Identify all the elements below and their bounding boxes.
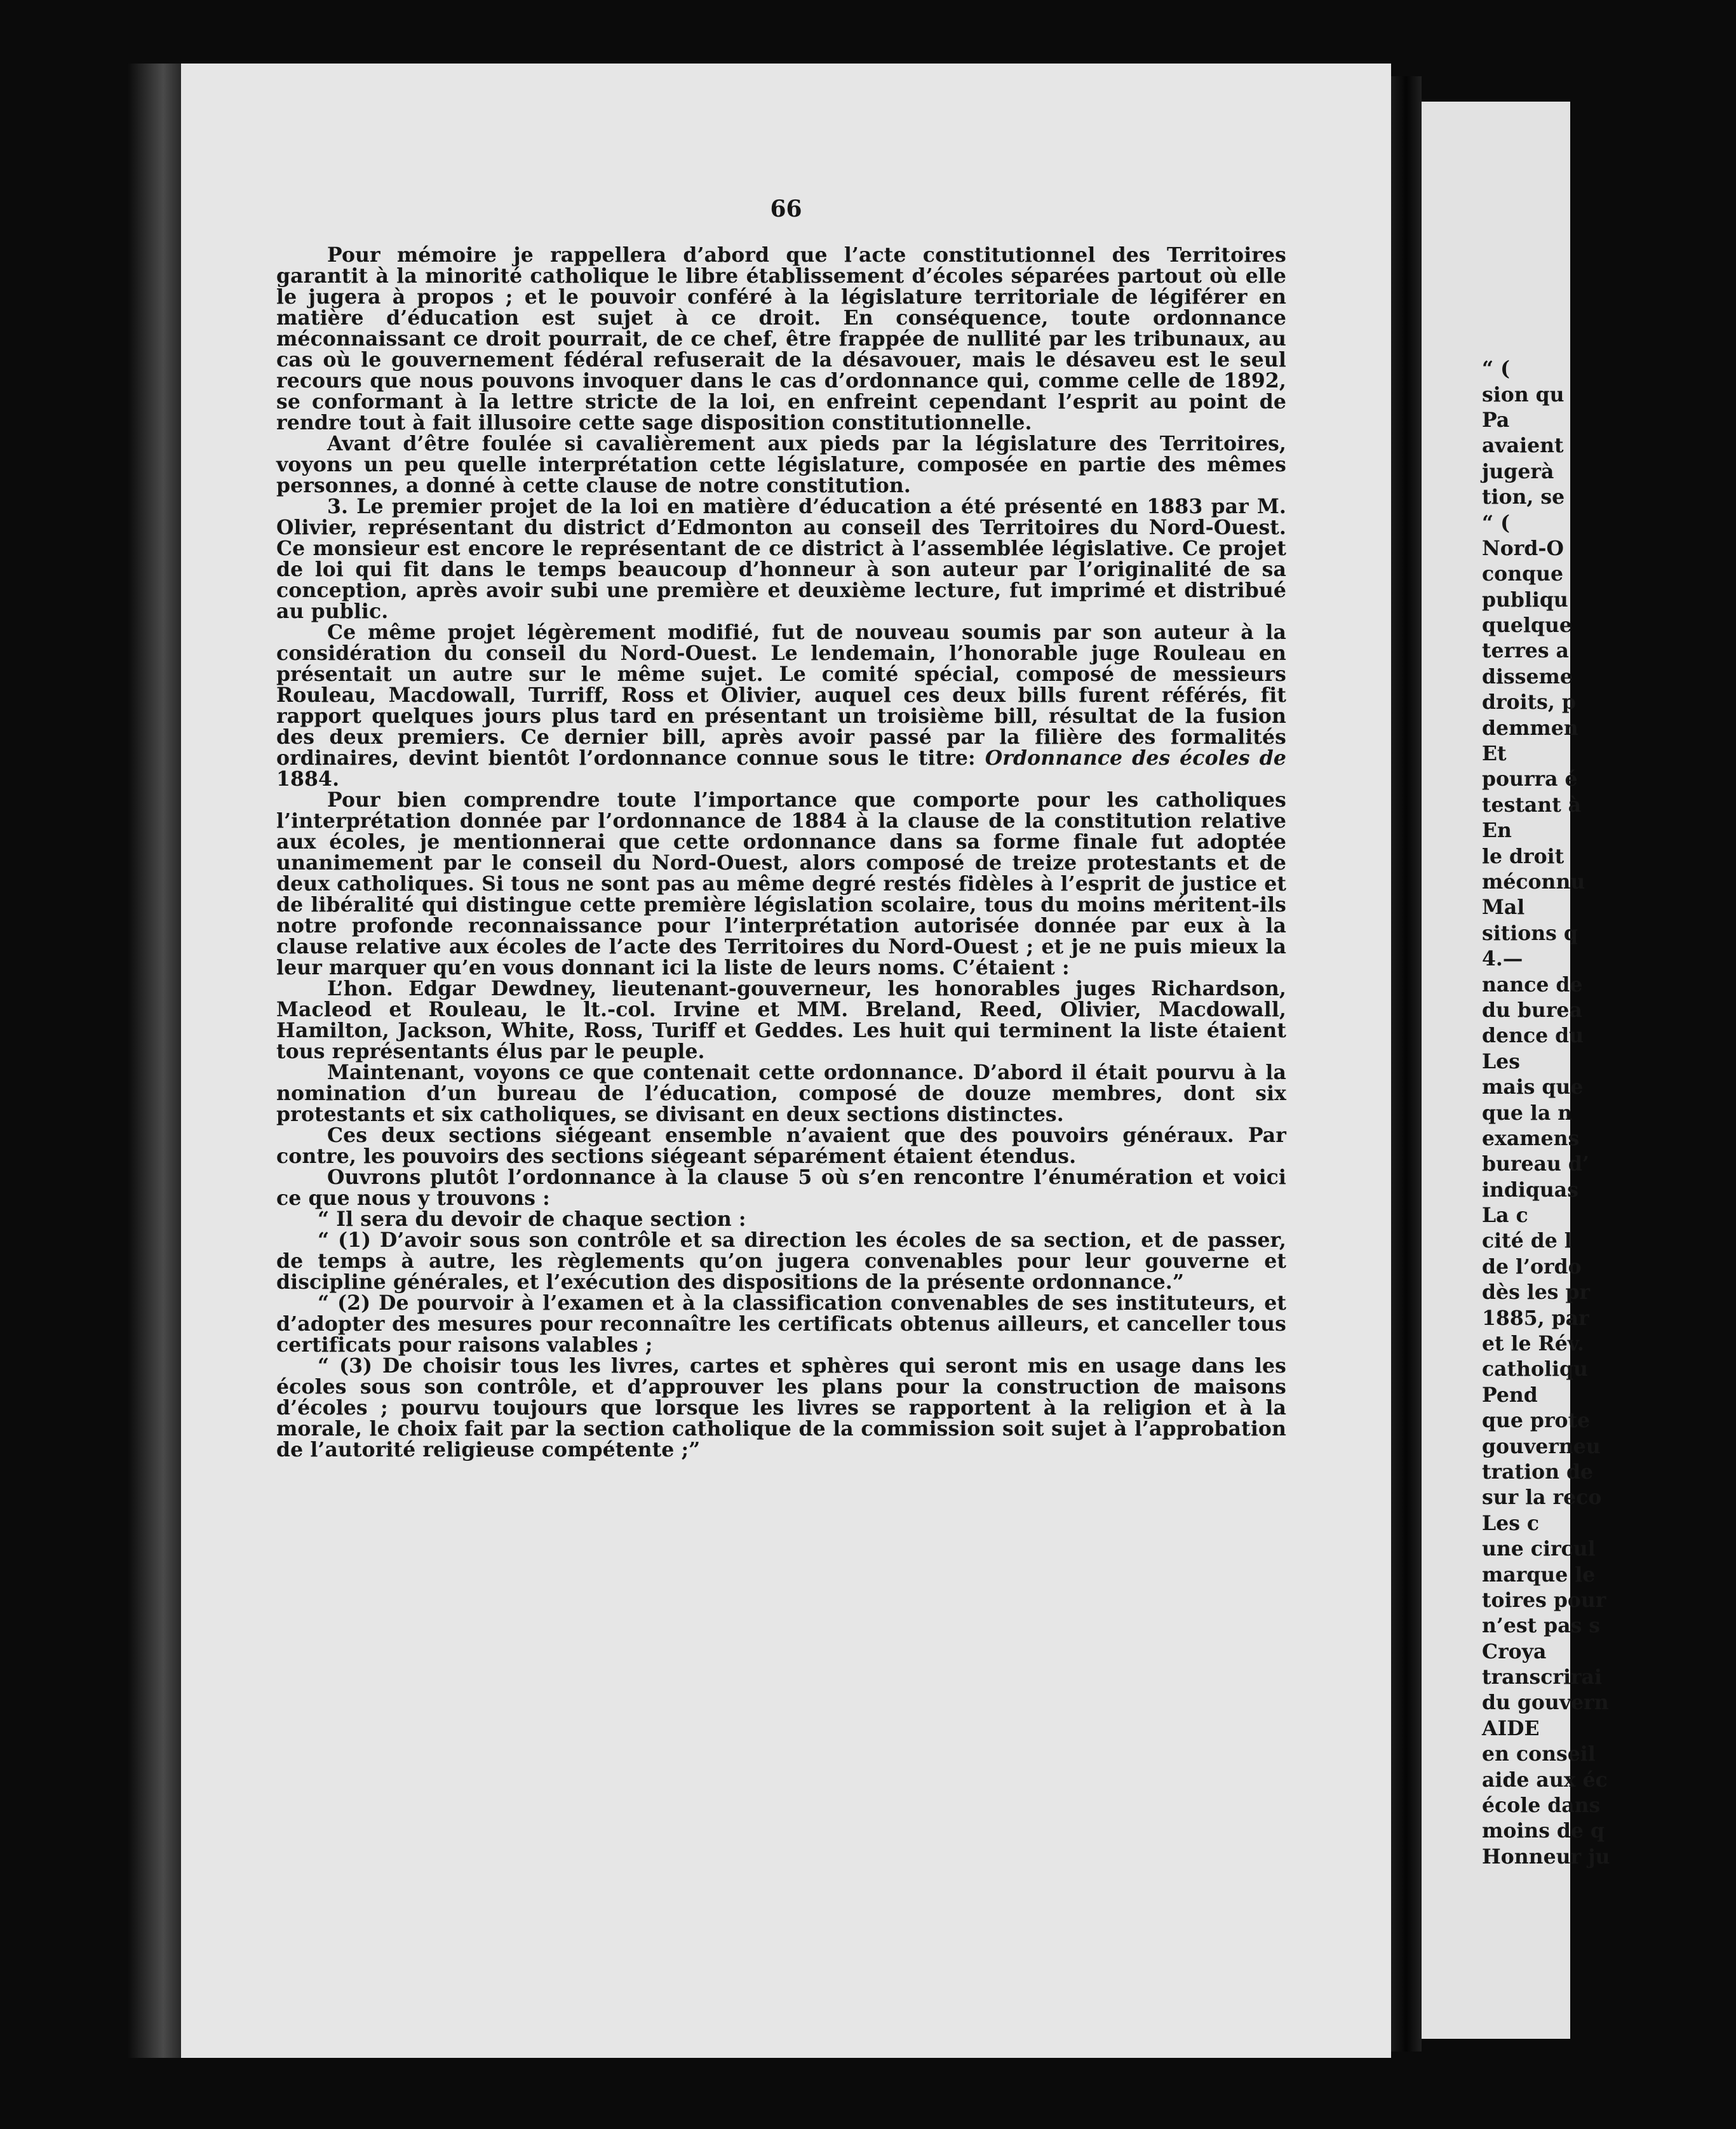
adjacent-line: demmen — [1482, 716, 1578, 740]
adjacent-line: Mal — [1482, 896, 1525, 920]
paragraph-text: Avant d’être foulée si cavalièrement aux pieds par la législature des Territoires, voyons un peu quelle interprétation cette législature, composée en partie des mêmes personnes, a donné à cette clause de notre constitution. — [276, 432, 1286, 497]
adjacent-line: cité de l — [1482, 1229, 1572, 1253]
paragraph-text: Ouvrons plutôt l’ordonnance à la clause 5 où s’en rencontre l’énumération et voici ce que nous y trouvons : — [276, 1165, 1286, 1210]
paragraph-text: “ (1) D’avoir sous son contrôle et sa direction les écoles de sa section, et de passer, de temps à autre, les règlements qu’on jugera convenables pour leur gouverne et discipline générales, et l’exécution des dispositions de la présente ordonnance.” — [276, 1228, 1286, 1294]
adjacent-line: du burea — [1482, 998, 1582, 1022]
adjacent-line: Nord-O — [1482, 536, 1564, 560]
adjacent-line: nance de — [1482, 972, 1583, 997]
italic-title: Ordonnance des écoles de — [985, 746, 1286, 770]
adjacent-page — [1422, 102, 1610, 2039]
paragraph — [276, 496, 1286, 622]
adjacent-line: testant à — [1482, 793, 1582, 817]
paragraph — [276, 789, 1286, 978]
adjacent-line: AIDE — [1482, 1716, 1540, 1740]
adjacent-line — [1482, 279, 1736, 305]
adjacent-line: Les — [1482, 1049, 1520, 1073]
adjacent-line: n’est pas s — [1482, 1614, 1601, 1638]
paragraph-text: Pour bien comprendre toute l’importance que comporte pour les catholiques l’interprétation donnée par l’ordonnance de 1884 à la clause de la constitution relative aux écoles, je mentionnerai que cette ordonnance dans sa forme finale fut adoptée unanimement par le conseil du Nord-Ouest, alors composé de treize protestants et de deux catholiques. Si tous ne sont pas au même degré restés fidèles à l’esprit de justice et de libéralité qui distingue cette première législation scolaire, tous du moins méritent-ils notre profonde reconnaissance pour l’interprétation autorisée donnée par eux à la clause relative aux écoles de l’acte des Territoires du Nord-Ouest ; et je ne puis mieux la leur marquer qu’en vous donnant ici la liste de leurs noms. C’étaient : — [276, 788, 1286, 979]
adjacent-line: droits, p — [1482, 690, 1576, 715]
paragraph-text: L’hon. Edgar Dewdney, lieutenant-gouverneur, les honorables juges Richardson, Macleod et Rouleau, le lt.-col. Irvine et MM. Breland, Reed, Olivier, Macdowall, Hamilton, Jackson, White, Ross, Turiff et Geddes. Les huit qui terminent la liste étaient tous représentants élus par le peuple. — [276, 977, 1286, 1063]
adjacent-line: que prote — [1482, 1409, 1591, 1433]
adjacent-line: examens — [1482, 1126, 1580, 1150]
page-body-text — [276, 245, 1286, 1460]
adjacent-line: moins de q — [1482, 1819, 1605, 1843]
paragraph-text: Ce même projet légèrement modifié, fut de nouveau soumis par son auteur à la considération du conseil du Nord-Ouest. Le lendemain, l’honorable juge Rouleau en présentait un autre sur le même sujet. Le comité spécial, composé de messieurs Rouleau, Macdowall, Turriff, Ross et Olivier, auquel ces deux bills furent référés, fit rapport quelques jours plus tard en présentant un troisième bill, résultat de la fusion des deux premiers. Ce dernier bill, après avoir passé par la filière des formalités ordinaires, devint bientôt l’ordonnance connue sous le titre: — [276, 621, 1286, 770]
adjacent-line: gouverneu — [1482, 1434, 1601, 1458]
adjacent-line: avaient — [1482, 434, 1564, 458]
adjacent-line: une circul — [1482, 1537, 1596, 1561]
paragraph-text: Maintenant, voyons ce que contenait cette ordonnance. D’abord il était pourvu à la nomination d’un bureau de l’éducation, composé de douze membres, dont six protestants et six catholiques, se divisant en deux sections distinctes. — [276, 1061, 1286, 1126]
adjacent-line: indiquas — [1482, 1178, 1578, 1202]
adjacent-line: le droit — [1482, 844, 1564, 868]
paragraph-text: 3. Le premier projet de la loi en matière d’éducation a été présenté en 1883 par M. Olivier, représentant du district d’Edmonton au conseil des Territoires du Nord-Ouest. Ce monsieur est encore le représentant de ce district à l’assemblée législative. Ce projet de loi qui fit dans le temps beaucoup d’honneur à son auteur par l’originalité de sa conception, après avoir subi une première et deuxième lecture, fut imprimé et distribué au public. — [276, 495, 1286, 623]
paragraph — [276, 1062, 1286, 1125]
book-page — [181, 64, 1391, 2058]
adjacent-line: “ ( — [1482, 357, 1510, 381]
paragraph-text: “ Il sera du devoir de chaque section : — [318, 1207, 746, 1231]
adjacent-line: pourra é — [1482, 767, 1578, 791]
adjacent-line: Croya — [1482, 1639, 1547, 1663]
paragraph — [276, 1167, 1286, 1209]
adjacent-line: La c — [1482, 1204, 1528, 1228]
paragraph-text: Pour mémoire je rappellera d’abord que l’acte constitutionnel des Territoires garantit à la minorité catholique le libre établissement d’écoles séparées partout où elle le jugera à propos ; et le pouvoir conféré à la législature territoriale de légiférer en matière d’éducation est sujet à ce droit. En conséquence, toute ordonnance méconnaissant ce droit pourrait, de ce chef, être frappée de nullité par les tribunaux, au cas où le gouvernement fédéral refuserait de la désavouer, mais le désaveu est le seul recours que nous pouvons invoquer dans le cas d’ordonnance qui, comme celle de 1892, se conformant à la lettre stricte de la loi, en enfreint cependant l’esprit au point de rendre tout à fait illusoire cette sage disposition constitutionnelle. — [276, 243, 1286, 434]
page-number: 66 — [770, 196, 802, 222]
paragraph-text: “ (3) De choisir tous les livres, cartes et sphères qui seront mis en usage dans les écoles sous son contrôle, et d’approuver les plans pour la construction de maisons d’écoles ; pourvu toujours que lorsque les livres se rapportent à la religion et à la morale, le choix fait par la section catholique de la commission soit sujet à l’approbation de l’autorité religieuse compétente ;” — [276, 1354, 1286, 1461]
paragraph — [276, 245, 1286, 433]
adjacent-line: en conseil — [1482, 1742, 1596, 1766]
adjacent-line: terres a — [1482, 639, 1569, 663]
adjacent-line: que la n — [1482, 1101, 1573, 1125]
adjacent-line: marque le — [1482, 1562, 1596, 1587]
page-gutter — [1391, 76, 1422, 2052]
adjacent-line: quelque — [1482, 614, 1572, 638]
adjacent-line: tion, se — [1482, 485, 1565, 509]
adjacent-line: “ ( — [1482, 511, 1510, 535]
adjacent-line: Honneur ju — [1482, 1844, 1610, 1869]
adjacent-line: bureau d’ — [1482, 1152, 1589, 1176]
paragraph — [276, 978, 1286, 1062]
adjacent-line: 1885, par — [1482, 1306, 1589, 1330]
adjacent-line: 4.— — [1482, 947, 1523, 971]
adjacent-line — [1482, 331, 1736, 356]
adjacent-line: Les c — [1482, 1511, 1540, 1535]
adjacent-line: tration de — [1482, 1460, 1594, 1484]
adjacent-line: du gouvern — [1482, 1691, 1609, 1715]
adjacent-line: sion qu — [1482, 382, 1564, 406]
adjacent-line: aide aux éc — [1482, 1768, 1608, 1792]
adjacent-line: sur la reco — [1482, 1486, 1602, 1510]
quoted-paragraph — [276, 1355, 1286, 1460]
adjacent-line: méconnu — [1482, 870, 1585, 894]
adjacent-line: Pend — [1482, 1383, 1538, 1407]
quoted-paragraph — [276, 1209, 1286, 1230]
adjacent-line: toires pour — [1482, 1588, 1606, 1612]
paragraph-tail: 1884. — [276, 767, 340, 791]
adjacent-page-lines — [1482, 279, 1736, 1870]
adjacent-line: mais que — [1482, 1075, 1584, 1099]
adjacent-line: transcrirai — [1482, 1665, 1602, 1689]
adjacent-line: école dans — [1482, 1794, 1601, 1818]
adjacent-line: dès les pr — [1482, 1280, 1591, 1305]
adjacent-line: dence du — [1482, 1024, 1584, 1048]
adjacent-line: Et — [1482, 742, 1507, 766]
paragraph — [276, 622, 1286, 789]
quoted-paragraph — [276, 1230, 1286, 1293]
adjacent-line: Pa — [1482, 408, 1510, 432]
adjacent-line: catholiqu — [1482, 1357, 1588, 1381]
adjacent-line: et le Rév. — [1482, 1332, 1584, 1356]
adjacent-line: En — [1482, 819, 1512, 843]
paragraph — [276, 433, 1286, 496]
paragraph — [276, 1125, 1286, 1167]
adjacent-line: jugerà — [1482, 459, 1554, 483]
paragraph-text: “ (2) De pourvoir à l’examen et à la classification convenables de ses instituteurs, et d’adopter des mesures pour reconnaître les certificats obtenus ailleurs, et canceller tous certificats pour raisons valables ; — [276, 1291, 1286, 1357]
adjacent-line: disseme — [1482, 664, 1573, 688]
adjacent-line: publiqu — [1482, 588, 1568, 612]
adjacent-line — [1482, 305, 1736, 330]
adjacent-line: de l’ordo — [1482, 1254, 1582, 1279]
adjacent-line: sitions q — [1482, 921, 1578, 945]
paragraph-text: Ces deux sections siégeant ensemble n’avaient que des pouvoirs généraux. Par contre, les pouvoirs des sections siégeant séparément étaient étendus. — [276, 1124, 1286, 1168]
adjacent-line: conque — [1482, 562, 1564, 586]
quoted-paragraph — [276, 1293, 1286, 1355]
book-binding-shadow — [127, 64, 187, 2058]
